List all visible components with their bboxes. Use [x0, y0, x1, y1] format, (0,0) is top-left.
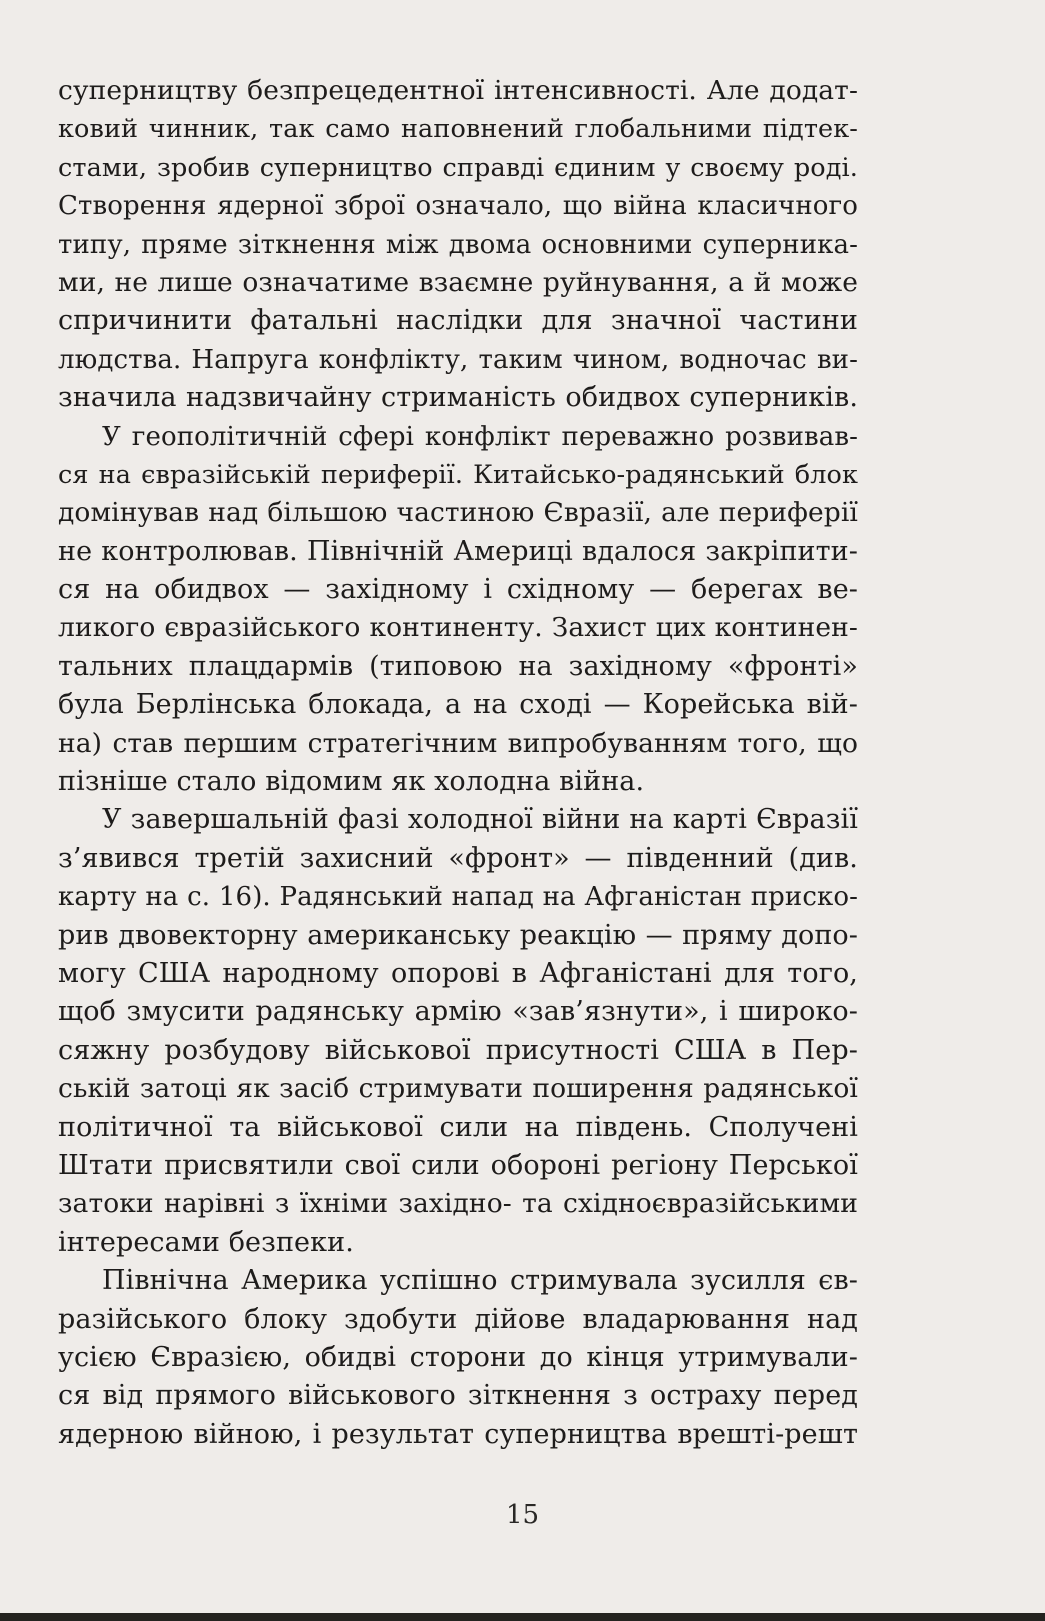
text-line: разійського блоку здобути дійове владарювання над [58, 1303, 858, 1335]
paragraph [58, 801, 858, 1262]
text-line: Північна Америка успішно стримувала зусилля єв- [102, 1265, 858, 1297]
body-text [58, 72, 858, 1454]
text-line: на) став першим стратегічним випробуванням того, що [58, 727, 858, 759]
text-line: могу США народному опорові в Афганістані для того, [58, 957, 858, 989]
text-line: ликого євразійського континенту. Захист цих континен- [58, 612, 858, 644]
text-line: У геополітичній сфері конфлікт переважно розвивав- [102, 421, 858, 452]
text-line: ській затоці як засіб стримувати поширення радянської [58, 1073, 858, 1105]
text-line: була Берлінська блокада, а на сході — Корейська вій- [58, 689, 858, 721]
text-line: ся на євразійській периферії. Китайсько-радянський блок [58, 459, 858, 490]
text-line: типу, пряме зіткнення між двома основними суперника- [58, 229, 858, 260]
text-line: тальних плацдармів (типовою на західному «фронті» [58, 650, 858, 682]
scan-edge [0, 1613, 1045, 1621]
text-line: карту на с. 16). Радянський напад на Афганістан приско- [58, 882, 858, 913]
text-line: не контролював. Північній Америці вдалося закріпити- [58, 535, 858, 567]
paragraph [58, 1262, 858, 1454]
page-number: 15 [505, 1500, 540, 1530]
text-line: У завершальній фазі холодної війни на карті Євразії [102, 804, 858, 836]
text-line: інтересами безпеки. [58, 1226, 354, 1258]
text-line: з’явився третій захисний «фронт» — південний (див. [58, 842, 858, 874]
text-line: людства. Напруга конфлікту, таким чином, водночас ви- [58, 344, 858, 375]
text-line: затоки нарівні з їхніми західно- та східноєвразійськими [58, 1188, 858, 1220]
text-line: значила надзвичайну стриманість обидвох суперників. [58, 382, 858, 414]
text-line: ся від прямого військового зіткнення з остраху перед [58, 1380, 858, 1412]
text-line: Створення ядерної зброї означало, що війна класичного [58, 191, 858, 222]
paragraph [58, 72, 858, 418]
text-line: щоб змусити радянську армію «зав’язнути», і широко- [58, 996, 858, 1028]
text-line: стами, зробив суперництво справді єдиним у своєму роді. [58, 152, 858, 183]
paragraph [58, 418, 858, 802]
text-line: ся на обидвох — західному і східному — берегах ве- [58, 574, 858, 606]
text-line: спричинити фатальні наслідки для значної частини [58, 305, 858, 337]
text-line: ядерною війною, і результат суперництва врешті-решт [58, 1418, 858, 1450]
text-line: Штати присвятили свої сили обороні регіону Перської [58, 1149, 858, 1181]
text-line: суперництву безпрецедентної інтенсивності. Але додат- [58, 75, 858, 106]
text-line: сяжну розбудову військової присутності США в Пер- [58, 1034, 858, 1066]
text-line: ковий чинник, так само наповнений глобальними підтек- [58, 114, 858, 145]
text-line: усією Євразією, обидві сторони до кінця утримували- [58, 1341, 858, 1373]
text-line: рив двовекторну американську реакцію — пряму допо- [58, 919, 858, 951]
text-line: політичної та військової сили на південь. Сполучені [58, 1111, 858, 1143]
text-line: домінував над більшою частиною Євразії, але периферії [58, 497, 858, 529]
text-line: пізніше стало відомим як холодна війна. [58, 766, 645, 798]
text-line: ми, не лише означатиме взаємне руйнування, а й може [58, 266, 858, 298]
